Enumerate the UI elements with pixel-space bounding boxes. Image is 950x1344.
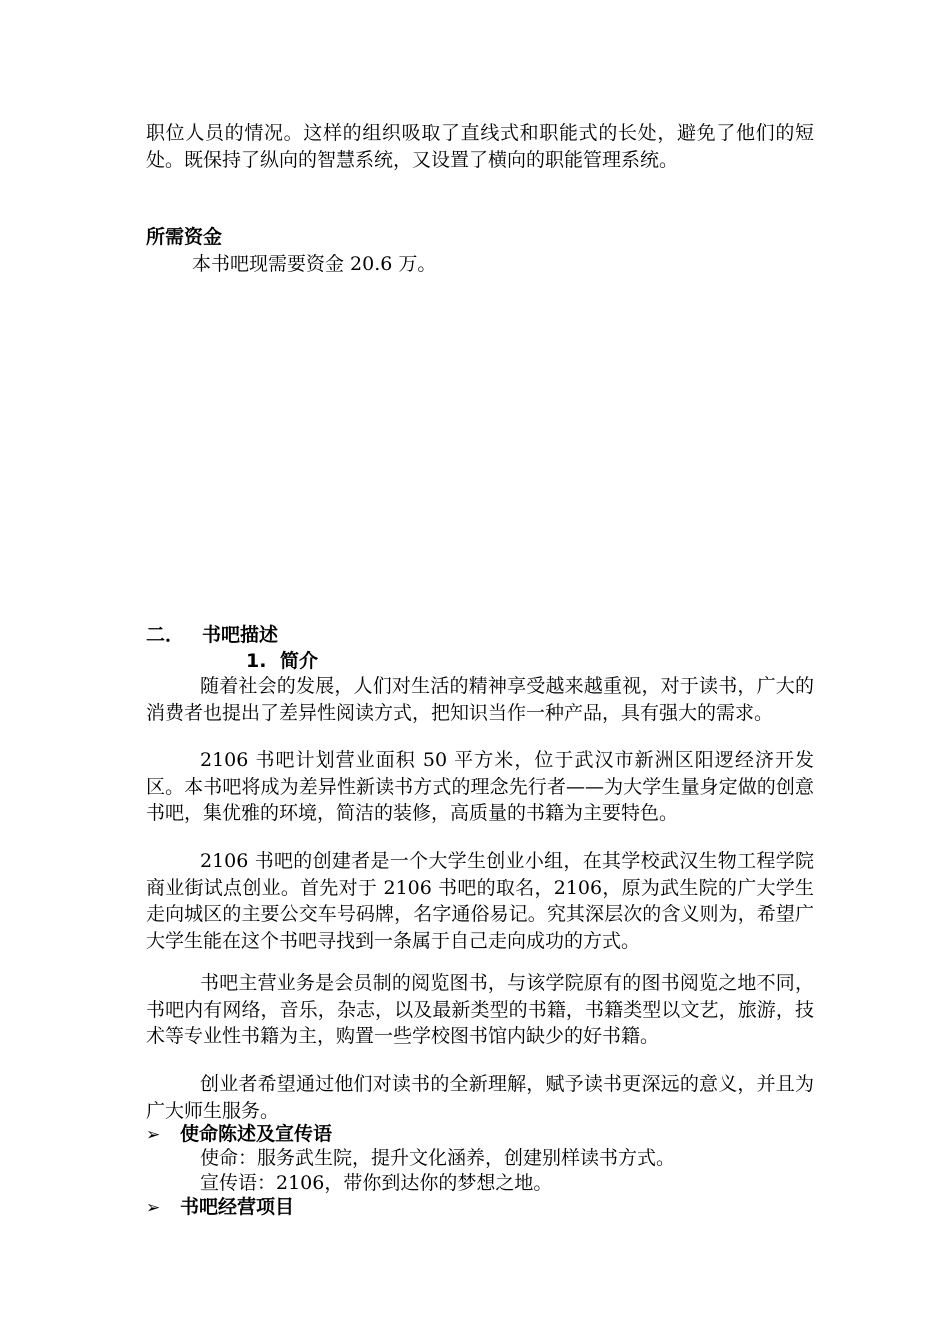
- arrow-bullet-icon: ➢: [146, 1125, 161, 1145]
- section-2-number: 二．: [146, 624, 185, 646]
- projects-heading: [146, 1194, 294, 1221]
- body-paragraph-4: 书吧主营业务是会员制的阅览图书，与该学院原有的图书阅览之地不同，书吧内有网络，音乐，杂志，以及最新类型的书籍，书籍类型以文艺，旅游，技术等专业性书籍为主，购置一些学校图书馆内缺少的好书籍。: [146, 972, 814, 1047]
- section-2-heading: [146, 622, 278, 648]
- funding-heading: 所需资金: [146, 226, 223, 248]
- body-paragraph-1: 随着社会的发展，人们对生活的精神享受越来越重视，对于读书，广大的消费者也提出了差异性阅读方式，把知识当作一种产品，具有强大的需求。: [146, 675, 814, 724]
- projects-heading-text: 书吧经营项目: [180, 1196, 295, 1218]
- arrow-bullet-icon: ➢: [146, 1198, 161, 1218]
- funding-text: 本书吧现需要资金 20.6 万。: [192, 253, 437, 275]
- intro-paragraph: 职位人员的情况。这样的组织吸取了直线式和职能式的长处，避免了他们的短处。既保持了纵向的智慧系统，又设置了横向的职能管理系统。: [146, 122, 814, 171]
- body-paragraph-3: 2106 书吧的创建者是一个大学生创业小组，在其学校武汉生物工程学院商业街试点创业。首先对于 2106 书吧的取名，2106，原为武生院的广大学生走向城区的主要公交车号码牌，名字通俗易记。究其深层次的含义则为，希望广大学生能在这个书吧寻找到一条属于自己走向成功的方式。: [146, 850, 814, 952]
- subsection-number: 1.: [246, 650, 267, 672]
- mission-line: 使命：服务武生院，提升文化涵养，创建别样读书方式。: [200, 1147, 676, 1169]
- slogan-line: 宣传语：2106，带你到达你的梦想之地。: [200, 1172, 553, 1194]
- body-paragraph-2: 2106 书吧计划营业面积 50 平方米，位于武汉市新洲区阳逻经济开发区。本书吧将成为差异性新读书方式的理念先行者——为大学生量身定做的创意书吧，集优雅的环境，简洁的装修，高质量的书籍为主要特色。: [146, 749, 814, 824]
- subsection-title: 简介: [280, 650, 319, 672]
- section-2-title: 书吧描述: [202, 624, 279, 646]
- subsection-heading: [246, 648, 318, 674]
- mission-heading: [146, 1121, 332, 1148]
- body-paragraph-5: 创业者希望通过他们对读书的全新理解，赋予读书更深远的意义，并且为广大师生服务。: [146, 1073, 814, 1122]
- mission-heading-text: 使命陈述及宣传语: [180, 1123, 333, 1145]
